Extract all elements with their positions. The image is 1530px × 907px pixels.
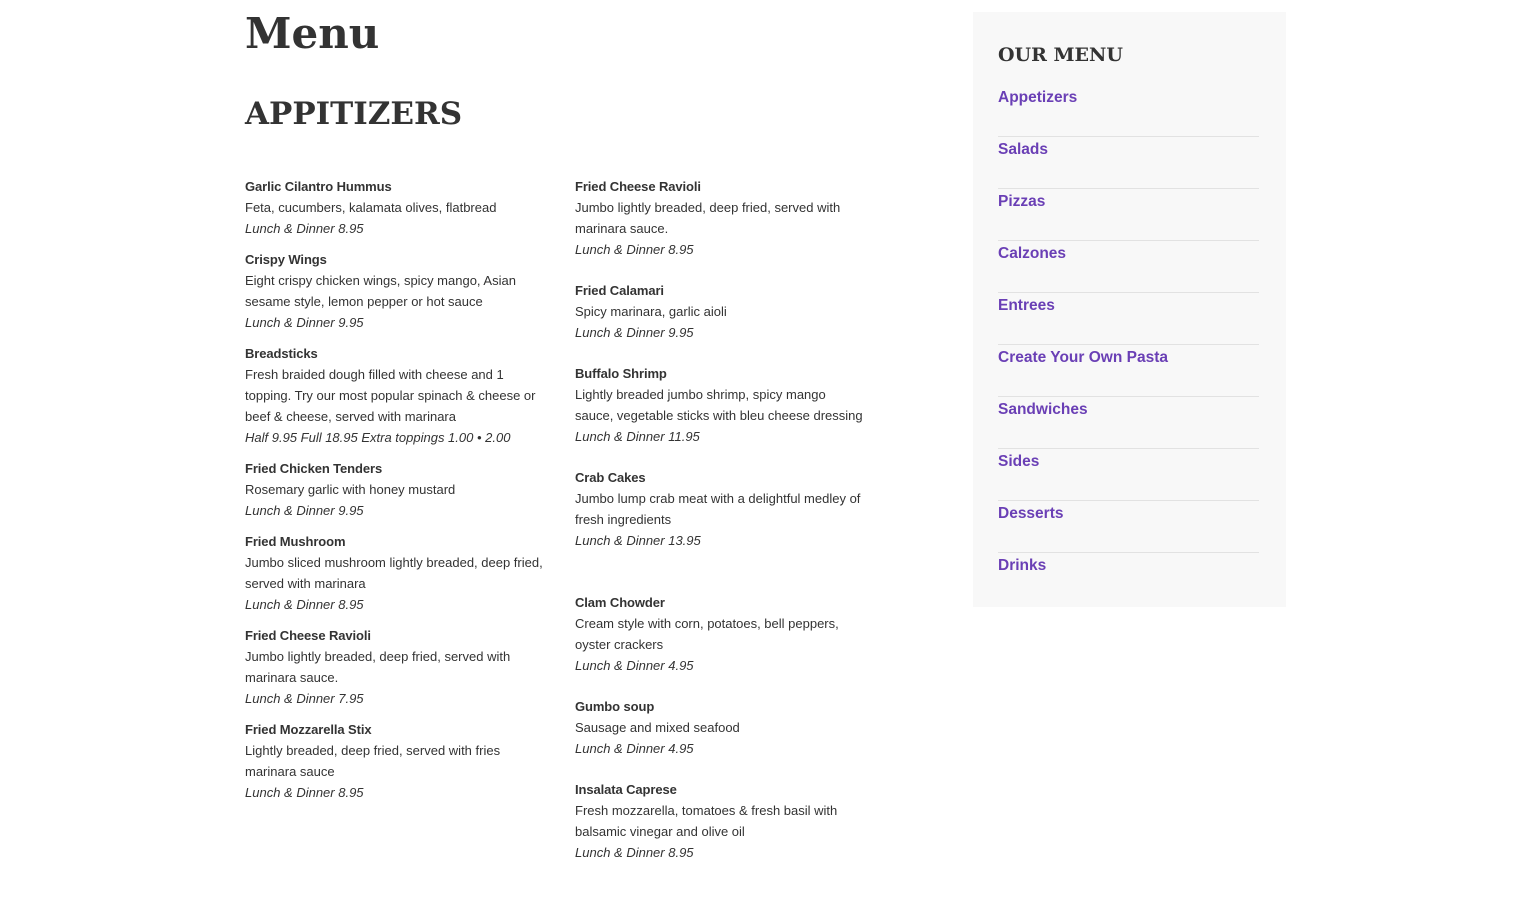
menu-item-price: Lunch & Dinner 4.95 [575,741,694,756]
menu-item-description: Jumbo lightly breaded, deep fried, served with marinara sauce. [575,200,841,236]
menu-item [245,719,545,803]
section-title-appetizers: APPITIZERS [245,96,463,132]
menu-item-name: Fried Chicken Tenders [245,461,383,476]
menu-item-name: Buffalo Shrimp [575,366,667,381]
menu-item-price: Half 9.95 Full 18.95 Extra toppings 1.00 • 2.00 [245,430,511,445]
menu-column-left [245,176,545,803]
menu-item-price: Lunch & Dinner 8.95 [245,221,364,236]
menu-item-description: Spicy marinara, garlic aioli [575,304,727,319]
sidebar-item [998,189,1259,241]
menu-item [245,249,545,333]
menu-item-price: Lunch & Dinner 9.95 [575,325,694,340]
menu-item [575,592,865,676]
menu-item-name: Fried Cheese Ravioli [245,628,371,643]
menu-item-price: Lunch & Dinner 8.95 [245,597,364,612]
menu-item-price: Lunch & Dinner 13.95 [575,533,701,548]
menu-item-description: Jumbo sliced mushroom lightly breaded, deep fried, served with marinara [245,555,543,591]
menu-item-name: Insalata Caprese [575,782,677,797]
menu-item-price: Lunch & Dinner 9.95 [245,315,364,330]
menu-item-description: Sausage and mixed seafood [575,720,740,735]
menu-item [575,779,865,863]
menu-item [245,176,545,239]
menu-item-description: Jumbo lump crab meat with a delightful medley of fresh ingredients [575,491,861,527]
menu-item-name: Garlic Cilantro Hummus [245,179,392,194]
sidebar-link-drinks[interactable]: Drinks [998,557,1047,574]
sidebar-item [998,397,1259,449]
menu-item-name: Fried Calamari [575,283,664,298]
sidebar-item [998,553,1259,605]
sidebar-link-sandwiches[interactable]: Sandwiches [998,401,1088,418]
menu-item [575,467,865,551]
sidebar-item [998,501,1259,553]
menu-item-description: Fresh braided dough filled with cheese and 1 topping. Try our most popular spinach & cheese or beef & cheese, served with marinara [245,367,536,424]
menu-item-description: Lightly breaded jumbo shrimp, spicy mango sauce, vegetable sticks with bleu cheese dressing [575,387,863,423]
menu-item-description: Eight crispy chicken wings, spicy mango, Asian sesame style, lemon pepper or hot sauce [245,273,516,309]
menu-item-name: Clam Chowder [575,595,665,610]
menu-item-description: Feta, cucumbers, kalamata olives, flatbread [245,200,497,215]
menu-item-name: Fried Mushroom [245,534,346,549]
sidebar-link-pizzas[interactable]: Pizzas [998,193,1046,210]
menu-item-price: Lunch & Dinner 8.95 [575,845,694,860]
sidebar-our-menu [973,12,1286,607]
sidebar-link-create-your-own-pasta[interactable]: Create Your Own Pasta [998,349,1168,366]
sidebar-link-calzones[interactable]: Calzones [998,245,1067,262]
sidebar-link-appetizers[interactable]: Appetizers [998,89,1078,106]
sidebar-link-desserts[interactable]: Desserts [998,505,1064,522]
menu-item-price: Lunch & Dinner 11.95 [575,429,700,444]
menu-item-description: Rosemary garlic with honey mustard [245,482,456,497]
menu-item-price: Lunch & Dinner 8.95 [575,242,694,257]
sidebar-link-entrees[interactable]: Entrees [998,297,1055,314]
menu-item-price: Lunch & Dinner 7.95 [245,691,364,706]
menu-item-name: Crispy Wings [245,252,327,267]
menu-item [575,696,865,759]
menu-item-description: Cream style with corn, potatoes, bell peppers, oyster crackers [575,616,839,652]
sidebar-item [998,293,1259,345]
sidebar-item [998,241,1259,293]
menu-item-name: Breadsticks [245,346,318,361]
menu-item-description: Fresh mozzarella, tomatoes & fresh basil with balsamic vinegar and olive oil [575,803,838,839]
menu-item-name: Crab Cakes [575,470,646,485]
menu-item-name: Gumbo soup [575,699,655,714]
sidebar-link-sides[interactable]: Sides [998,453,1040,470]
menu-item [245,458,545,521]
page-title: Menu [245,9,380,58]
sidebar-title: OUR MENU [998,44,1123,66]
menu-item [245,625,545,709]
menu-item [245,531,545,615]
menu-item-description: Lightly breaded, deep fried, served with fries marinara sauce [245,743,501,779]
sidebar-item [998,137,1259,189]
menu-column-right [575,176,865,863]
menu-item-price: Lunch & Dinner 8.95 [245,785,364,800]
menu-item [575,363,865,447]
sidebar-link-salads[interactable]: Salads [998,141,1048,158]
sidebar-item [998,345,1259,397]
menu-item-description: Jumbo lightly breaded, deep fried, served with marinara sauce. [245,649,511,685]
sidebar-item [998,85,1259,137]
menu-item [245,343,545,448]
menu-item [575,280,865,343]
menu-item-name: Fried Mozzarella Stix [245,722,372,737]
menu-item-price: Lunch & Dinner 4.95 [575,658,694,673]
sidebar-item [998,449,1259,501]
menu-item-name: Fried Cheese Ravioli [575,179,701,194]
sidebar-menu-list [998,85,1259,605]
menu-item [575,176,865,260]
menu-item-price: Lunch & Dinner 9.95 [245,503,364,518]
